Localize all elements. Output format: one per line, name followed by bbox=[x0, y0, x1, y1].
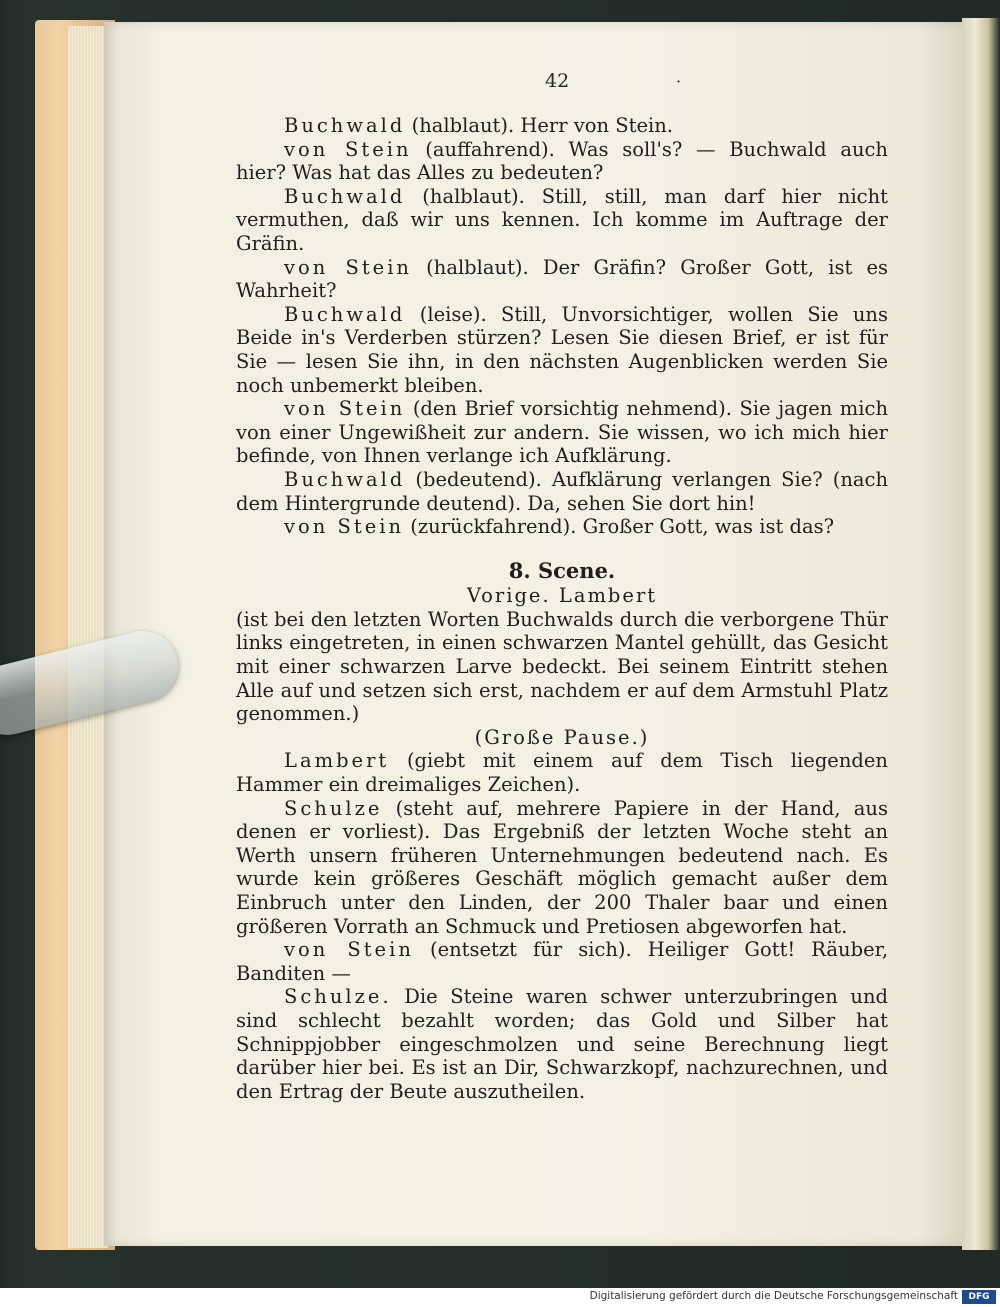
dialogue-line bbox=[236, 749, 888, 796]
speaker: von Stein bbox=[284, 255, 412, 279]
dfg-logo: DFG bbox=[962, 1290, 996, 1304]
speaker: von Stein bbox=[284, 397, 406, 421]
dialogue-line bbox=[236, 515, 888, 539]
dialogue-line bbox=[236, 185, 888, 256]
speaker: von Stein bbox=[284, 938, 414, 962]
speaker: von Stein bbox=[284, 137, 412, 161]
stage-direction: (ist bei den letzten Worten Buchwalds durch die verborgene Thür links eingetreten, in einen schwarzen Mantel gehüllt, das Gesicht mit einer schwarzen Larve bedeckt. Bei seinem Eintritt stehen Alle auf und setzen sich erst, nachdem er auf dem Armstuhl Platz genommen.) bbox=[236, 607, 888, 726]
speaker: Buchwald bbox=[284, 467, 406, 491]
line-text: (leise). Still, Unvorsichtiger, wollen Sie uns Beide in's Verderben stürzen? Lesen Sie diesen Brief, er ist für Sie — lesen Sie ihn, in den nächsten Augenblicken werden Sie noch unbemerkt bleiben. bbox=[236, 302, 889, 397]
speaker: Schulze. bbox=[284, 985, 392, 1009]
dialogue-line bbox=[236, 256, 888, 303]
dialogue-line bbox=[236, 938, 888, 985]
dialogue-line bbox=[236, 138, 888, 185]
line-text: (den Brief vorsichtig nehmend). Sie jagen mich von einer Ungewißheit zur andern. Sie wissen, wo ich mich hier befinde, von Ihnen verlange ich Aufklärung. bbox=[236, 397, 889, 468]
stage-pause: (Große Pause.) bbox=[474, 725, 650, 749]
speaker: Lambert bbox=[284, 749, 390, 773]
speaker: Buchwald bbox=[284, 114, 406, 137]
speaker: von Stein bbox=[284, 515, 405, 539]
speaker: Schulze bbox=[284, 796, 383, 820]
page-mark: · bbox=[676, 72, 682, 91]
page-number: 42 bbox=[545, 70, 570, 92]
dialogue-line bbox=[236, 397, 888, 468]
line-text: Die Steine waren schwer unterzubringen und sind schlecht bezahlt worden; das Gold und Silber hat Schnippjobber eingeschmolzen und seine Berechnung liegt darüber hier bei. Es ist an Dir, Schwarzkopf, nachzurechnen, und den Ertrag der Beute auszutheilen. bbox=[236, 985, 888, 1103]
line-text: (entsetzt für sich). Heiliger Gott! Räuber, Banditen — bbox=[236, 938, 889, 985]
line-text: (halblaut). Still, still, man darf hier nicht vermuthen, daß wir uns kennen. Ich komme im Auftrage der Gräfin. bbox=[236, 184, 888, 255]
line-text: (bedeutend). Aufklärung verlangen Sie? (nach dem Hintergrunde deutend). Da, sehen Sie dort hin! bbox=[236, 467, 888, 515]
page-stack bbox=[68, 26, 108, 1248]
dialogue-line bbox=[236, 985, 888, 1103]
speaker: Buchwald bbox=[284, 302, 406, 326]
scene-persons: Vorige. Lambert bbox=[466, 584, 658, 608]
dialogue-line bbox=[236, 303, 888, 397]
speaker: Buchwald bbox=[284, 184, 406, 208]
line-text: (halblaut). Herr von Stein. bbox=[411, 114, 674, 137]
dialogue-line bbox=[236, 797, 888, 939]
line-text: (auffahrend). Was soll's? — Buchwald auch hier? Was hat das Alles zu bedeuten? bbox=[236, 137, 888, 185]
facing-page-edge bbox=[962, 18, 1000, 1250]
line-text: (giebt mit einem auf dem Tisch liegenden Hammer ein dreimaliges Zeichen). bbox=[236, 749, 888, 797]
funding-credit: Digitalisierung gefördert durch die Deutsche Forschungsgemeinschaft bbox=[589, 1290, 958, 1302]
line-text: (steht auf, mehrere Papiere in der Hand, aus denen er vorliest). Das Ergebniß der letzten Woche steht an Werth unsern früheren Unternehmungen bedeutend nach. Es wurde kein größeres Geschäft möglich gemacht außer dem Einbruch unter den Linden, der 200 Thaler baar und einen größeren Vorrath an Schmuck und Pretiosen abgeworfen hat. bbox=[236, 796, 888, 938]
line-text: (halblaut). Der Gräfin? Großer Gott, ist es Wahrheit? bbox=[236, 255, 888, 303]
footer-bar bbox=[0, 1288, 1000, 1307]
scene-heading: 8. Scene. bbox=[508, 557, 616, 583]
line-text: (zurückfahrend). Großer Gott, was ist das? bbox=[410, 515, 835, 539]
dialogue-line bbox=[236, 468, 888, 515]
dialogue-line bbox=[236, 114, 888, 138]
page-text bbox=[236, 114, 888, 1103]
